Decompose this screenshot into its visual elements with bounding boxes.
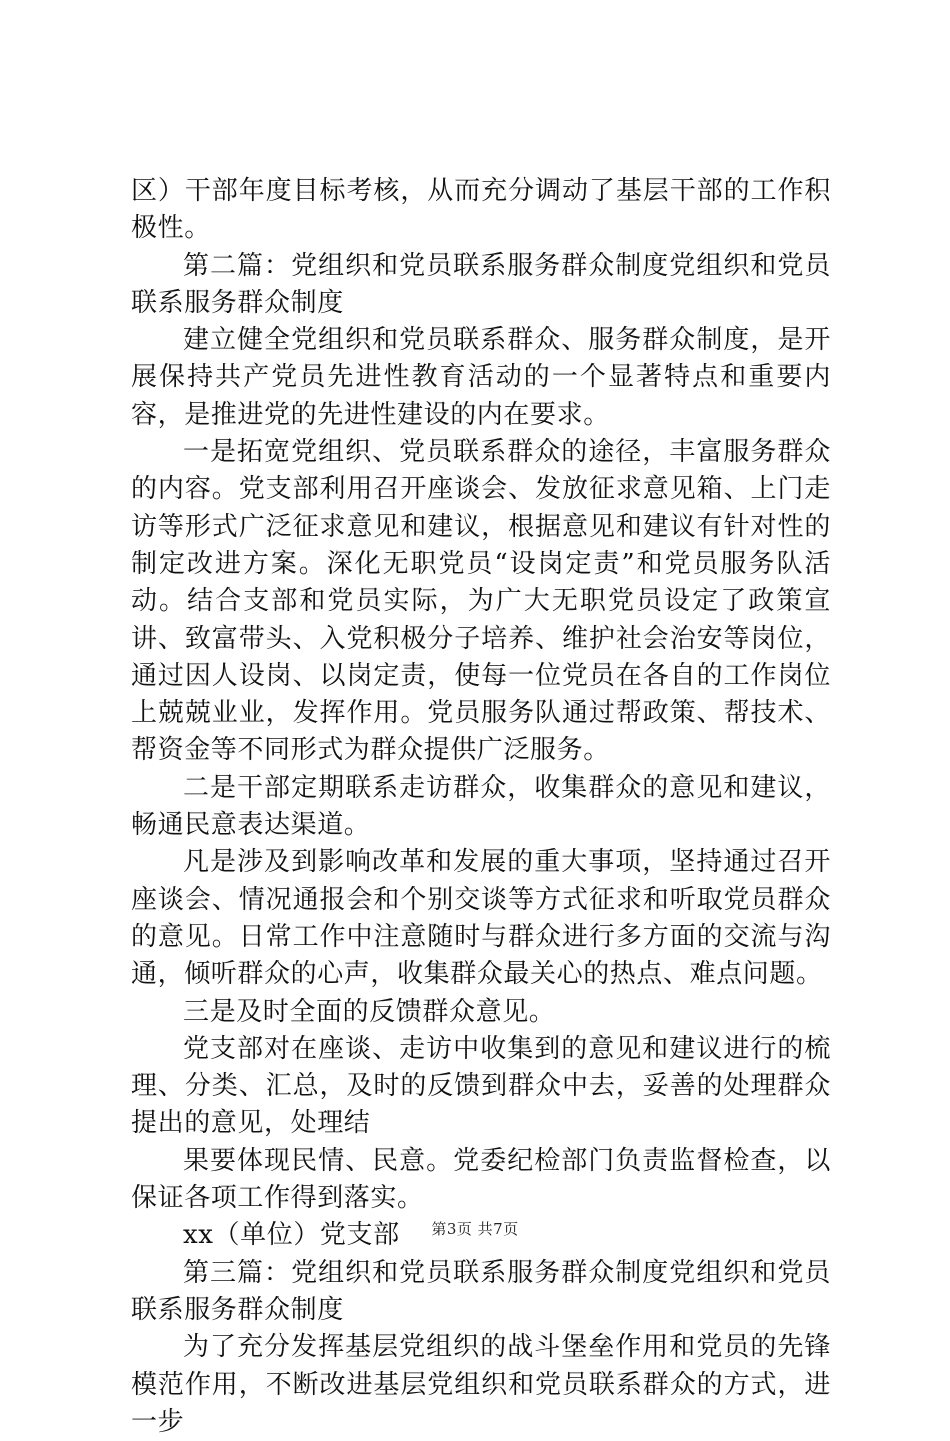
paragraph-3: 建立健全党组织和党员联系群众、服务群众制度，是开展保持共产党员先进性教育活动的一个显著特点和重要内容，是推进党的先进性建设的内在要求。 [131, 325, 831, 430]
paragraph-2: 第二篇：党组织和党员联系服务群众制度党组织和党员联系服务群众制度 [131, 250, 831, 318]
body-text [131, 173, 831, 1441]
paragraph-12: 为了充分发挥基层党组织的战斗堡垒作用和党员的先锋模范作用，不断改进基层党组织和党员联系群众的方式，进一步 [131, 1332, 831, 1437]
paragraph-5: 二是干部定期联系走访群众，收集群众的意见和建议，畅通民意表达渠道。 [131, 772, 831, 841]
paragraph-8: 党支部对在座谈、走访中收集到的意见和建议进行的梳理、分类、汇总，及时的反馈到群众中去，妥善的处理群众提出的意见，处理结 [131, 1033, 831, 1139]
paragraph-9: 果要体现民情、民意。党委纪检部门负责监督检查，以保证各项工作得到落实。 [131, 1145, 831, 1214]
paragraph-1: 区）干部年度目标考核，从而充分调动了基层干部的工作积极性。 [131, 176, 831, 244]
paragraph-4: 一是拓宽党组织、党员联系群众的途径，丰富服务群众的内容。党支部利用召开座谈会、发放征求意见箱、上门走访等形式广泛征求意见和建议，根据意见和建议有针对性的制定改进方案。深化无职党员“设岗定责”和党员服务队活动。结合支部和党员实际，为广大无职党员设定了政策宣讲、致富带头、入党积极分子培养、维护社会治安等岗位，通过因人设岗、以岗定责，使每一位党员在各自的工作岗位上兢兢业业，发挥作用。党员服务队通过帮政策、帮技术、帮资金等不同形式为群众提供广泛服务。 [131, 437, 831, 766]
paragraph-7: 三是及时全面的反馈群众意见。 [183, 996, 556, 1027]
paragraph-6: 凡是涉及到影响改革和发展的重大事项，坚持通过召开座谈会、情况通报会和个别交谈等方式征求和听取党员群众的意见。日常工作中注意随时与群众进行多方面的交流与沟通，倾听群众的心声，收集群众最关心的热点、难点问题。 [131, 847, 831, 990]
paragraph-10: xx（单位）党支部 [183, 1220, 400, 1251]
paragraph-11: 第三篇：党组织和党员联系服务群众制度党组织和党员联系服务群众制度 [131, 1257, 831, 1325]
page-footer: 第3页 共7页 [431, 1220, 519, 1238]
